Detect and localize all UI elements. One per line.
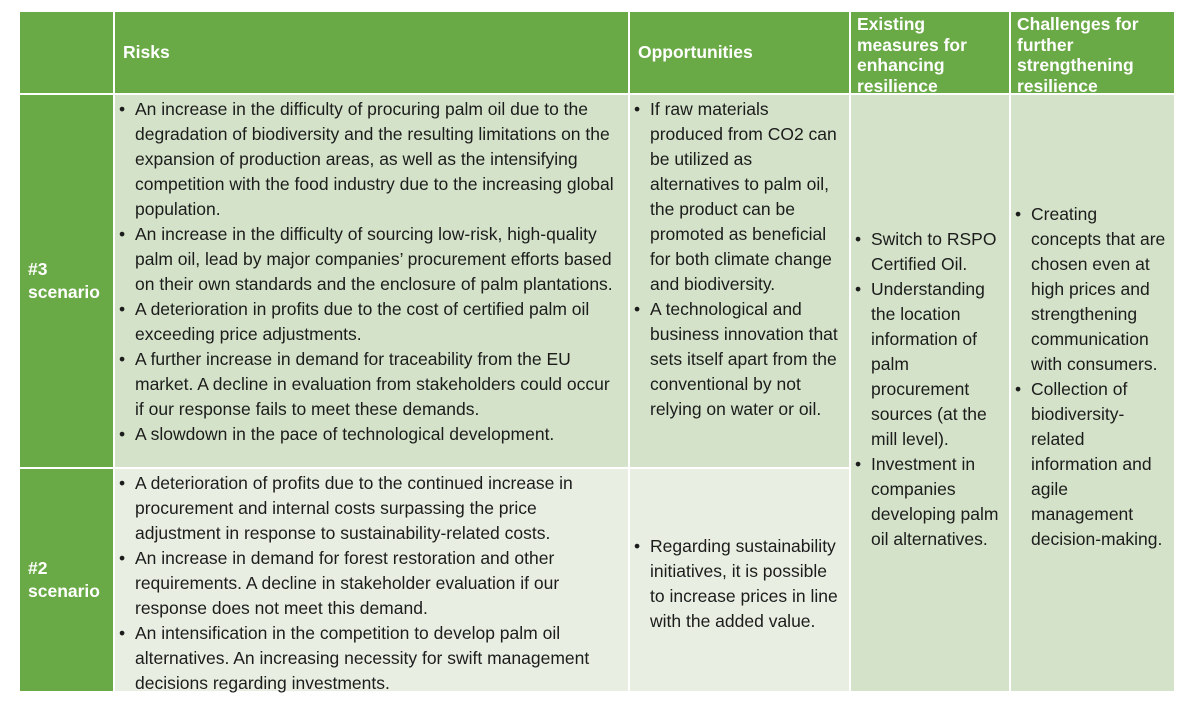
opportunities-list: [630, 97, 843, 422]
list-item-text: A slowdown in the pace of technological development.: [135, 424, 555, 444]
list-item-text: If raw materials produced from CO2 can be utilized as alternatives to palm oil, the product can be promoted as beneficial for both climate change and biodiversity.: [650, 99, 837, 294]
list-item: [115, 97, 622, 222]
existing-measures-cell: [851, 95, 1011, 693]
row-label-scenario-2: #2 scenario: [20, 469, 115, 693]
bullet-icon: •: [855, 278, 862, 299]
list-item-text: A deterioration in profits due to the cost of certified palm oil exceeding price adjustments.: [135, 299, 590, 344]
list-item-text: A technological and business innovation that sets itself apart from the conventional by not relying on water or oil.: [650, 299, 838, 419]
existing-measures-list: [851, 227, 1003, 552]
list-item-text: An increase in the difficulty of procuring palm oil due to the degradation of biodiversity and the resulting limitations on the expansion of production areas, as well as the intensifying competition with the food industry due to the increasing global population.: [135, 99, 614, 219]
list-item: [115, 471, 622, 546]
bullet-icon: •: [119, 349, 126, 369]
list-item-text: Creating concepts that are chosen even at high prices and strengthening communication with consumers.: [1031, 204, 1166, 374]
list-item-text: Collection of biodiversity-related information and agile management decision-making.: [1031, 379, 1163, 549]
resilience-table: [20, 12, 1176, 693]
list-item: [1011, 202, 1170, 377]
list-item-text: An increase in demand for forest restoration and other requirements. A decline in stakeholder evaluation if our response does not meet this demand.: [135, 548, 560, 618]
bullet-icon: •: [1015, 204, 1022, 224]
opportunities-scenario-2: [630, 469, 851, 693]
list-item: [115, 546, 622, 621]
bullet-icon: •: [855, 228, 862, 249]
bullet-icon: •: [119, 99, 126, 119]
list-item: [630, 534, 843, 634]
list-item-text: Investment in companies developing palm oil alternatives.: [871, 453, 999, 549]
list-item: [630, 297, 843, 422]
bullet-icon: •: [119, 623, 126, 643]
challenges-cell: [1011, 95, 1176, 693]
list-item-text: Understanding the location information of palm procurement sources (at the mill level).: [871, 278, 987, 449]
list-item: [115, 422, 622, 447]
list-item: [115, 222, 622, 297]
risks-list: [115, 97, 622, 447]
bullet-icon: •: [119, 224, 126, 244]
bullet-icon: •: [634, 99, 641, 119]
bullet-icon: •: [119, 299, 126, 319]
list-item-text: Regarding sustainability initiatives, it is possible to increase prices in line with the added value.: [650, 536, 838, 631]
header-risks: Risks: [115, 12, 630, 95]
list-item: [115, 347, 622, 422]
list-item: [630, 97, 843, 297]
list-item: [115, 297, 622, 347]
bullet-icon: •: [119, 548, 126, 568]
list-item: [1011, 377, 1170, 552]
bullet-icon: •: [119, 473, 126, 493]
challenges-list: [1011, 202, 1170, 552]
risks-scenario-2: [115, 469, 630, 693]
list-item: [115, 621, 622, 696]
header-corner: [20, 12, 115, 95]
opportunities-list: [630, 534, 843, 634]
list-item-text: An increase in the difficulty of sourcing low-risk, high-quality palm oil, lead by major companies’ procurement efforts based on their own standards and the enclosure of palm plantations.: [135, 224, 613, 294]
bullet-icon: •: [634, 299, 641, 319]
list-item: [851, 227, 1003, 277]
list-item: [851, 452, 1003, 552]
bullet-icon: •: [1015, 379, 1022, 399]
bullet-icon: •: [119, 424, 126, 444]
opportunities-scenario-3: [630, 95, 851, 469]
header-existing-measures: Existing measures for enhancing resilience: [851, 12, 1011, 95]
header-opportunities: Opportunities: [630, 12, 851, 95]
risks-list: [115, 471, 622, 696]
list-item-text: A deterioration of profits due to the continued increase in procurement and internal costs surpassing the price adjustment in response to sustainability-related costs.: [135, 473, 573, 543]
header-challenges: Challenges for further strengthening resilience: [1011, 12, 1176, 95]
list-item-text: An intensification in the competition to develop palm oil alternatives. An increasing necessity for swift management decisions regarding investments.: [135, 623, 590, 693]
list-item: [851, 277, 1003, 452]
row-label-scenario-3: #3 scenario: [20, 95, 115, 469]
bullet-icon: •: [634, 536, 641, 556]
bullet-icon: •: [855, 453, 862, 474]
list-item-text: A further increase in demand for traceability from the EU market. A decline in evaluation from stakeholders could occur if our response fails to meet these demands.: [135, 349, 610, 419]
list-item-text: Switch to RSPO Certified Oil.: [871, 228, 997, 274]
risks-scenario-3: [115, 95, 630, 469]
